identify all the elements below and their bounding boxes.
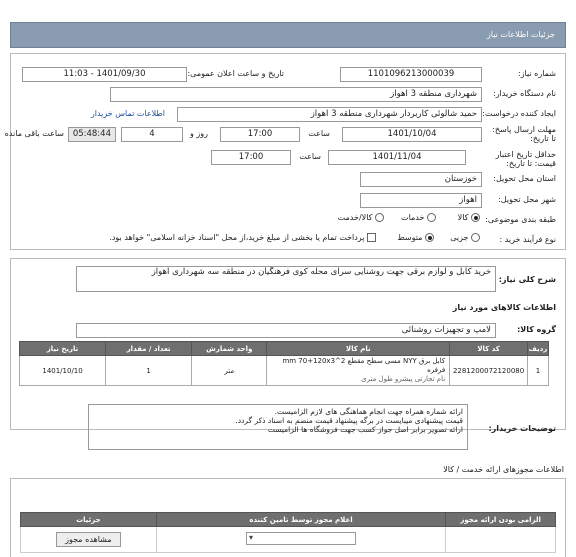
buyer-field: شهرداری منطقه 3 اهواز <box>110 87 482 102</box>
row-qty: 1 <box>106 356 192 386</box>
province-field: خوزستان <box>360 172 482 187</box>
col-qty: تعداد / مقدار <box>106 342 192 356</box>
process-medium-option[interactable] <box>397 233 434 242</box>
col-name: نام کالا <box>267 342 450 356</box>
description-label: شرح کلی نیاز: <box>498 275 556 284</box>
treasury-note: پرداخت تمام یا بخشی از مبلغ خرید،از محل "اسناد خزانه اسلامی" خواهد بود. <box>109 233 365 242</box>
service-label: خدمات <box>401 213 425 222</box>
supplier-section-title: اطلاعات مجوزهای ارائه خدمت / کالا <box>443 465 564 474</box>
declaration-select[interactable] <box>246 532 356 545</box>
goods-section-title: اطلاعات کالاهای مورد نیاز <box>452 303 556 312</box>
notes-line3: ارائه تصویر برابر اصل جواز کسب جهت فروشگاه ها الزامیست <box>267 425 463 434</box>
validity-label: حداقل تاریخ اعتبار قیمت: تا تاریخ: <box>495 150 556 168</box>
declaration-cell <box>156 527 445 553</box>
category-goods-option[interactable] <box>458 213 480 222</box>
col-unit: واحد شمارش <box>192 342 267 356</box>
validity-date-field: 1401/11/04 <box>328 150 466 165</box>
description-field: خرید کابل و لوازم برقی جهت روشنایی سرای محله کوی فرهنگیان در منطقه سه شهرداری اهواز <box>76 266 496 292</box>
license-table-header <box>21 513 556 527</box>
items-table <box>19 341 549 386</box>
table-row <box>20 356 549 386</box>
medium-label: متوسط <box>397 233 423 242</box>
buyer-contact-link[interactable]: اطلاعات تماس خریدار <box>90 109 165 118</box>
row-name <box>267 356 450 386</box>
process-label: نوع فرآیند خرید : <box>499 235 556 244</box>
city-label: شهر محل تحویل: <box>498 195 556 204</box>
notes-label: توضیحات خریدار: <box>488 424 556 433</box>
row-name-line2: نام تجارتی پیشرو طول متری <box>361 375 446 383</box>
service-radio[interactable] <box>427 213 436 222</box>
col-details: جزئیات <box>21 513 157 527</box>
days-label: روز و <box>190 129 208 138</box>
row-index: 1 <box>527 356 548 386</box>
license-table <box>20 512 556 553</box>
deadline-time-label: ساعت <box>308 129 330 138</box>
goods-service-label: کالا/خدمت <box>337 213 373 222</box>
col-index: ردیف <box>527 342 548 356</box>
validity-time-label: ساعت <box>299 152 321 161</box>
goods-service-radio[interactable] <box>375 213 384 222</box>
col-required: الزامی بودن ارائه مجوز <box>446 513 556 527</box>
items-table-header <box>20 342 549 356</box>
buyer-label: نام دستگاه خریدار: <box>493 89 556 98</box>
row-date: 1401/10/10 <box>20 356 106 386</box>
remaining-time-field: 05:48:44 <box>68 127 116 142</box>
days-field: 4 <box>121 127 183 142</box>
category-service-option[interactable] <box>401 213 436 222</box>
small-label: جزیی <box>450 233 469 242</box>
city-field: اهواز <box>360 193 482 208</box>
small-radio[interactable] <box>471 233 480 242</box>
need-number-label: شماره نیاز: <box>518 69 556 78</box>
notes-line1: ارائه شماره همراه جهت انجام هماهنگی های لازم الزامیست. <box>274 407 463 416</box>
notes-box <box>88 404 468 450</box>
category-goods-service-option[interactable] <box>338 213 384 222</box>
required-cell <box>446 527 556 553</box>
deadline-label: مهلت ارسال پاسخ: تا تاریخ: <box>492 125 556 143</box>
need-number-field: 1101096213000039 <box>340 67 482 82</box>
announce-label: تاریخ و ساعت اعلان عمومی: <box>187 69 284 78</box>
details-cell <box>21 527 157 553</box>
validity-time-field: 17:00 <box>211 150 291 165</box>
notes-line2: قیمت پیشنهادی میبایست در برگه پیشنهاد قیمت منضم به اسناد ذکر گردد. <box>235 416 463 425</box>
treasury-checkbox[interactable] <box>367 233 376 242</box>
view-license-button[interactable]: مشاهده مجوز <box>56 532 120 547</box>
category-label: طبقه بندی موضوعی: <box>485 215 556 224</box>
col-code: کد کالا <box>450 342 528 356</box>
row-name-line1: کابل برق NYY مسی سطح مقطع 2^mm 70+120x3 فرفره <box>282 357 446 374</box>
deadline-time-field: 17:00 <box>220 127 300 142</box>
process-small-option[interactable] <box>450 233 480 242</box>
deadline-date-field: 1401/10/04 <box>342 127 482 142</box>
announce-field: 1401/09/30 - 11:03 <box>22 67 187 82</box>
creator-label: ایجاد کننده درخواست: <box>482 109 556 118</box>
creator-field: حمید شالوئی کاربردار شهرداری منطقه 3 اهواز <box>177 107 482 122</box>
table-row <box>21 527 556 553</box>
treasury-payment-option[interactable] <box>109 233 376 242</box>
province-label: استان محل تحویل: <box>493 174 556 183</box>
row-code: 2281200072120080 <box>450 356 528 386</box>
page-title: جزئیات اطلاعات نیاز <box>486 30 555 39</box>
remaining-label: ساعت باقی مانده <box>4 129 64 138</box>
row-unit: متر <box>192 356 267 386</box>
goods-label: کالا <box>457 213 469 222</box>
medium-radio[interactable] <box>425 233 434 242</box>
title-bar <box>10 22 566 48</box>
goods-group-field: لامپ و تجهیزات روشنائی <box>76 323 496 338</box>
col-date: تاریخ نیاز <box>20 342 106 356</box>
col-declaration: اعلام مجوز توسط تامین کننده <box>156 513 445 527</box>
goods-group-label: گروه کالا: <box>517 325 556 334</box>
goods-radio[interactable] <box>471 213 480 222</box>
